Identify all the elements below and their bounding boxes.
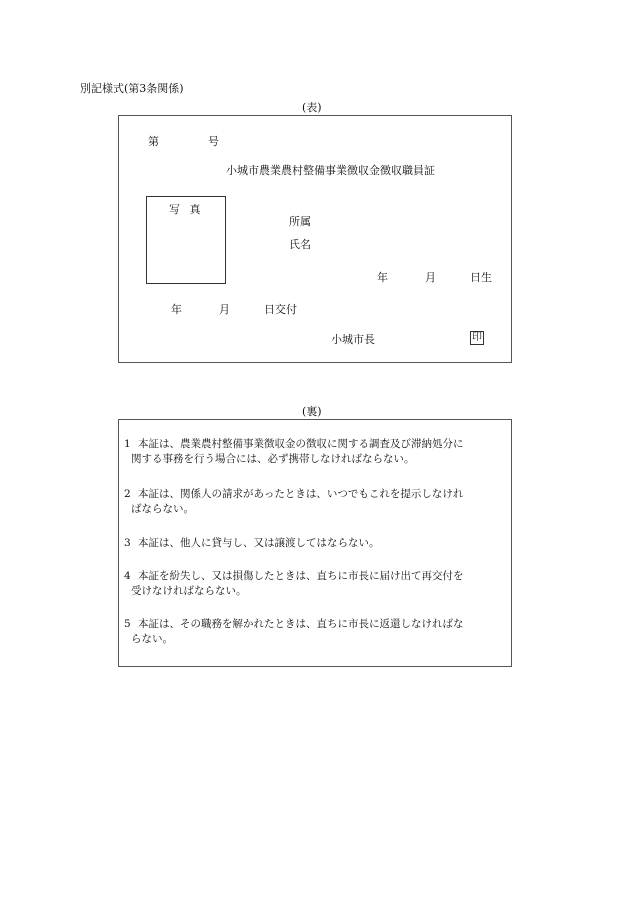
birth-year: 年 — [377, 271, 388, 284]
photo-box — [146, 196, 226, 284]
card-title: 小城市農業農村整備事業徴収金徴収職員証 — [226, 164, 435, 177]
back-caption: (裏) — [302, 405, 322, 418]
affiliation-label: 所属 — [289, 215, 311, 228]
card-front — [118, 115, 512, 363]
issue-month: 月 — [219, 303, 230, 316]
seal-mark: 印 — [472, 332, 482, 343]
number-go: 号 — [208, 135, 219, 148]
list-item: 4 本証を紛失し、又は損傷したときは、直ちに市長に届け出て再交付を 受けなければならない。 — [124, 570, 464, 597]
issue-day: 日交付 — [264, 303, 297, 316]
number-dai: 第 — [148, 135, 159, 148]
list-item: 2 本証は、関係人の請求があったときは、いつでもこれを提示しなけれ ばならない。 — [124, 488, 464, 515]
list-item: 1 本証は、農業農村整備事業徴収金の徴収に関する調査及び滞納処分に 関する事務を行う場合には、必ず携帯しなければならない。 — [124, 438, 464, 465]
photo-label: 写 真 — [169, 203, 204, 216]
list-item: 3 本証は、他人に貸与し、又は譲渡してはならない。 — [124, 537, 380, 549]
front-caption: (表) — [302, 101, 322, 114]
name-label: 氏名 — [289, 238, 311, 251]
birth-month: 月 — [425, 271, 436, 284]
issue-year: 年 — [171, 303, 182, 316]
list-item: 5 本証は、その職務を解かれたときは、直ちに市長に返還しなければな らない。 — [124, 618, 464, 645]
form-label: 別記様式(第3条関係) — [80, 82, 184, 95]
issuer: 小城市長 — [331, 333, 375, 346]
birth-day: 日生 — [470, 271, 492, 284]
